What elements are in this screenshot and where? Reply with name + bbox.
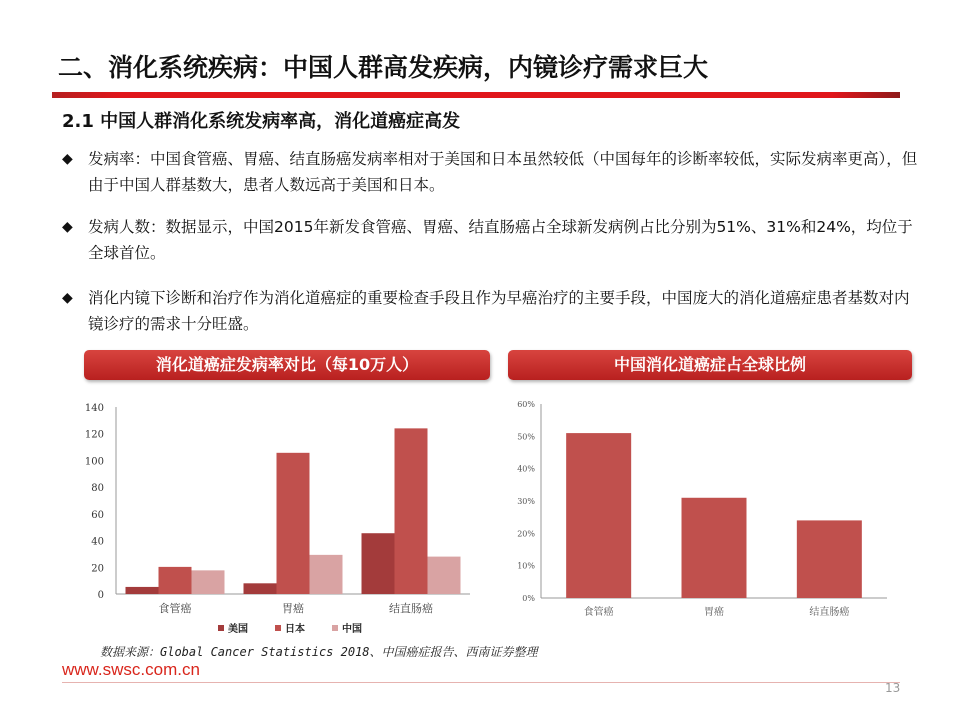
y-tick-label: 30% [517, 497, 535, 506]
legend-label: 中国 [342, 624, 362, 635]
y-tick-label: 20 [91, 563, 104, 575]
bar-中国 [310, 555, 343, 594]
x-tick-label: 食管癌 [583, 607, 614, 618]
diamond-icon: ◆ [62, 151, 73, 167]
bar-美国 [362, 533, 395, 594]
legend-swatch [218, 625, 224, 631]
y-tick-label: 0 [97, 590, 104, 601]
bar-share [566, 433, 631, 598]
y-tick-label: 40 [91, 536, 104, 548]
bar-share [682, 498, 747, 598]
y-tick-label: 60 [91, 509, 104, 521]
x-tick-label: 食管癌 [158, 602, 192, 615]
bar-日本 [159, 567, 192, 594]
chart1-title: 消化道癌症发病率对比（每10万人） [84, 350, 490, 380]
y-tick-label: 10% [517, 561, 535, 571]
data-source: 数据来源：Global Cancer Statistics 2018、中国癌症报告、西南证券整理 [100, 645, 538, 659]
company-logo: www.swsc.com.cn [62, 660, 200, 679]
y-tick-label: 0% [522, 594, 535, 603]
y-tick-label: 40% [517, 464, 535, 474]
page-title: 二、消化系统疾病：中国人群高发疾病，内镜诊疗需求巨大 [58, 53, 709, 82]
bullet-text: 发病率：中国食管癌、胃癌、结直肠癌发病率相对于美国和日本虽然较低（中国每年的诊断率较低，实际发病率更高），但由于中国人群基数大，患者人数远高于美国和日本。 [88, 150, 918, 194]
bar-日本 [277, 453, 310, 594]
bar-日本 [395, 428, 428, 594]
bar-美国 [126, 587, 159, 594]
legend-swatch [275, 625, 281, 631]
x-tick-label: 胃癌 [282, 602, 304, 615]
y-tick-label: 120 [84, 429, 104, 441]
y-tick-label: 60% [517, 400, 535, 409]
bullet-text: 发病人数：数据显示，中国2015年新发食管癌、胃癌、结直肠癌占全球新发病例占比分别为51%、31%和24%，均位于全球首位。 [88, 218, 913, 262]
bar-中国 [192, 570, 225, 594]
bar-中国 [428, 557, 461, 594]
legend-label: 美国 [228, 624, 248, 635]
y-tick-label: 20% [517, 529, 535, 539]
section-subtitle: 2.1 中国人群消化系统发病率高，消化道癌症高发 [62, 111, 461, 132]
diamond-icon: ◆ [62, 290, 73, 306]
footer-divider [62, 682, 900, 683]
x-tick-label: 结直肠癌 [809, 607, 850, 618]
y-tick-label: 50% [517, 432, 535, 442]
legend-swatch [332, 625, 338, 631]
chart2-title: 中国消化道癌症占全球比例 [508, 350, 912, 380]
bar-美国 [244, 583, 277, 594]
y-tick-label: 100 [84, 456, 104, 468]
bar-share [797, 520, 862, 598]
bullet-text: 消化内镜下诊断和治疗作为消化道癌症的重要检查手段且作为早癌治疗的主要手段，中国庞大的消化道癌症患者基数对内镜诊疗的需求十分旺盛。 [88, 289, 910, 333]
diamond-icon: ◆ [62, 219, 73, 235]
legend-label: 日本 [285, 624, 305, 635]
x-tick-label: 结直肠癌 [389, 602, 433, 615]
x-tick-label: 胃癌 [704, 607, 724, 618]
y-tick-label: 80 [91, 483, 104, 495]
page-number: 13 [885, 681, 901, 695]
y-tick-label: 140 [84, 403, 104, 414]
